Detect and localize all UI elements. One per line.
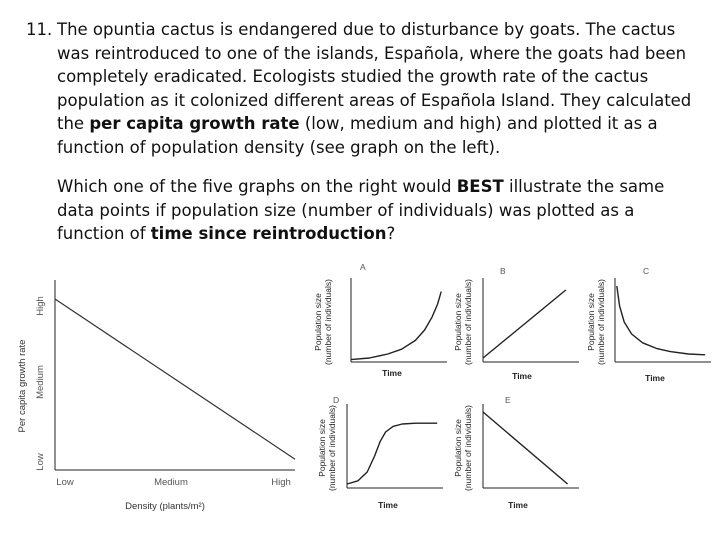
main-y-axis-title: Per capita growth rate (17, 339, 28, 433)
question-number: 11. (26, 20, 53, 39)
panel-A-curve (351, 292, 441, 360)
panel-A-y-axis-title: Population size (313, 293, 323, 351)
question-text-run: illustrate the same data points if population size (number of individuals) was plotted as a function of (57, 177, 665, 243)
panel-E-x-axis-title: Time (508, 500, 528, 510)
main-series-line (55, 299, 295, 459)
main-x-tick-label: High (271, 477, 291, 488)
panel-B-x-axis-title: Time (512, 371, 532, 381)
panel-E-y-axis-title: (number of individuals) (463, 405, 473, 491)
panel-E-letter: E (505, 395, 511, 405)
question-text-run: per capita growth rate (89, 114, 300, 133)
main-y-tick-label: High (35, 296, 46, 316)
panel-A-x-axis-title: Time (382, 368, 402, 378)
main-x-tick-label: Low (56, 477, 74, 488)
panel-C-curve (617, 286, 705, 355)
main-x-tick-label: Medium (154, 477, 188, 488)
main-y-tick-label: Low (35, 453, 46, 471)
panel-C-y-axis-title: Population size (586, 293, 596, 351)
panel-D-x-axis-title: Time (378, 500, 398, 510)
panel-C-x-axis-title: Time (645, 373, 665, 383)
panel-D-y-axis-title: (number of individuals) (327, 405, 337, 491)
question-text-run: ? (386, 224, 396, 243)
panel-A-letter: A (360, 262, 366, 272)
question-text-run: time since reintroduction (150, 224, 387, 243)
panel-C-y-axis-title: (number of individuals) (596, 279, 606, 365)
main-y-tick-label: Medium (35, 365, 46, 399)
panel-D-y-axis-title: Population size (317, 419, 327, 477)
question-text-run: (low, medium and high) and plotted it as a function of population density (see graph on the left). (57, 114, 658, 157)
panel-B-y-axis-title: Population size (453, 293, 463, 351)
panel-D-curve (347, 423, 437, 484)
question-text-run: Which one of the five graphs on the right would (57, 177, 457, 196)
panel-B-letter: B (500, 266, 506, 276)
panel-B-curve (483, 290, 566, 358)
panel-A-y-axis-title: (number of individuals) (323, 279, 333, 365)
question-text-run: BEST (456, 177, 504, 196)
panel-C-letter: C (643, 266, 650, 276)
panel-B-y-axis-title: (number of individuals) (463, 279, 473, 365)
panel-E-y-axis-title: Population size (453, 419, 463, 477)
main-x-axis-title: Density (plants/m²) (125, 501, 205, 512)
question-text-run: The opuntia cactus is endangered due to disturbance by goats. The cactus was reintroduced to one of the islands, Española, where the goats had been completely eradicated. Ecologists studied the growth rate of the cactus population as it colonized different areas of Española Island. They calculated the (57, 20, 692, 133)
panel-E-curve (483, 412, 568, 484)
panel-D-letter: D (333, 395, 340, 405)
